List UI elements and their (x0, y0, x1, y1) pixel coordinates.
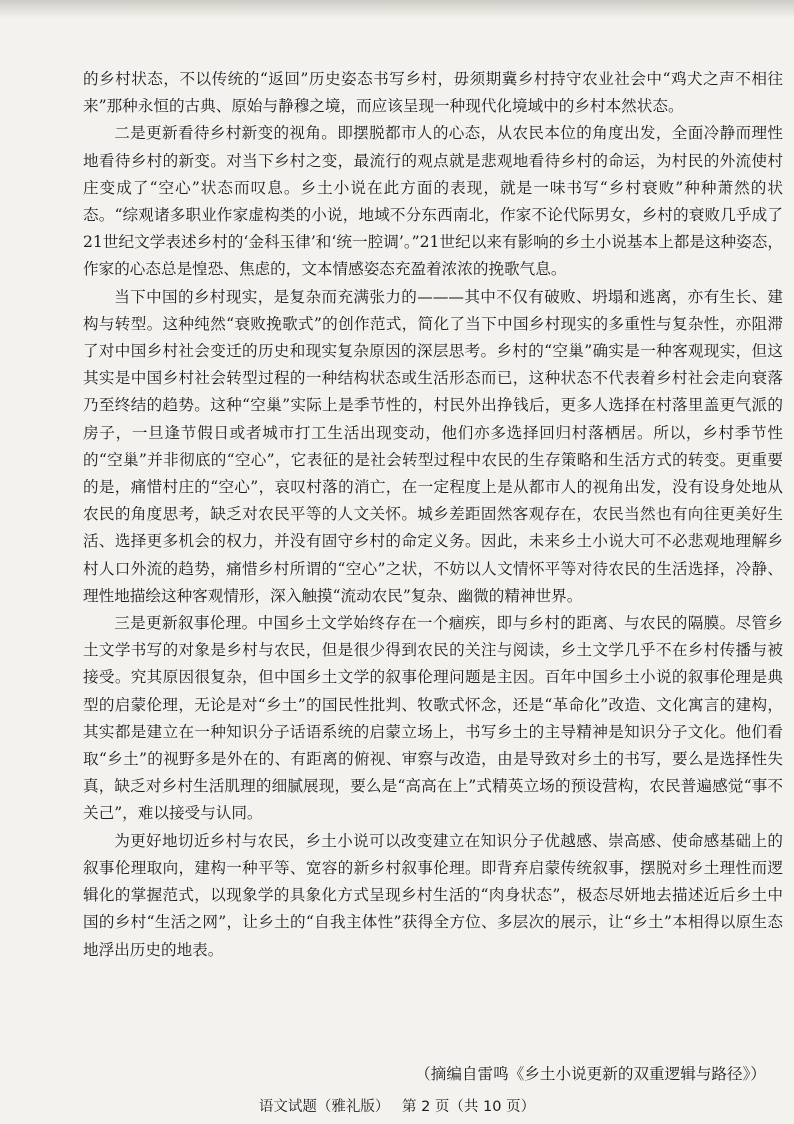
paragraph-rural-reality: 当下中国的乡村现实，是复杂而充满张力的———其中不仅有破败、坍塌和逃离，亦有生长、建构与转型。这种纯然“衰败挽歌式”的创作范式，简化了当下中国乡村现实的多重性与复杂性，亦阻滞了对中国乡村社会变迁的历史和现实复杂原因的深层思考。乡村的“空巢”确实是一种客观现实，但这其实是中国乡村社会转型过程的一种结构状态或生活形态而已，这种状态不代表着乡村社会走向衰落乃至终结的趋势。这种“空巢”实际上是季节性的，村民外出挣钱后，更多人选择在村落里盖更气派的房子，一旦逢节假日或者城市打工生活出现变动，他们亦多选择回归村落栖居。所以，乡村季节性的“空巢”并非彻底的“空心”，它表征的是社会转型过程中农民的生存策略和生活方式的转变。更重要的是，痛惜村庄的“空心”，哀叹村落的消亡，在一定程度上是从都市人的视角出发，没有设身处地从农民的角度思考，缺乏对农民平等的人文关怀。城乡差距固然客观存在，农民当然也有向往更美好生活、选择更多机会的权力，并没有固守乡村的命定义务。因此，未来乡土小说大可不必悲观地理解乡村人口外流的趋势，痛惜乡村所谓的“空心”之状，不妨以人文情怀平等对待农民的生活选择，冷静、理性地描绘这种客观情形，深入触摸“流动农民”复杂、幽微的精神世界。 (83, 287, 783, 605)
footer-subject: 语文试题（雅礼版） (258, 1099, 390, 1115)
page-footer (0, 1097, 794, 1117)
footer-page-number: 第 2 页（共 10 页） (401, 1099, 536, 1115)
scan-top-edge (0, 0, 794, 18)
paragraph-perspective: 二是更新看待乡村新变的视角。即摆脱都市人的心态，从农民本位的角度出发，全面冷静而理性地看待乡村的新变。对当下乡村之变，最流行的观点就是悲观地看待乡村的命运，为村民的外流使村庄变成了“空心”状态而叹息。乡土小说在此方面的表现，就是一味书写“乡村衰败”种种萧然的状态。“综观诸多职业作家虚构类的小说，地域不分东西南北，作家不论代际男女，乡村的衰败几乎成了21世纪文学表述乡村的‘金科玉律’和‘统一腔调’。”21世纪以来有影响的乡土小说基本上都是这种姿态，作家的心态总是惶恐、焦虑的，文本情感姿态充盈着浓浓的挽歌气息。 (83, 124, 783, 279)
paragraph-narrative-ethics: 三是更新叙事伦理。中国乡土文学始终存在一个痼疾，即与乡村的距离、与农民的隔膜。尽管乡土文学书写的对象是乡村与农民，但是很少得到农民的关注与阅读，乡土文学几乎不在乡村传播与被接受。究其原因很复杂，但中国乡土文学的叙事伦理问题是主因。百年中国乡土小说的叙事伦理是典型的启蒙伦理，无论是对“乡土”的国民性批判、牧歌式怀念，还是“革命化”改造、文化寓言的建构，其实都是建立在一种知识分子话语系统的启蒙立场上，书写乡土的主导精神是知识分子文化。他们看取“乡土”的视野多是外在的、有距离的俯视、审察与改造，由是导致对乡土的书写，要么是选择性失真，缺乏对乡村生活肌理的细腻展现，要么是“高高在上”式精英立场的预设营构，农民普遍感觉“事不关己”，难以接受与认同。 (83, 614, 783, 823)
source-citation: （摘编自雷鸣《乡土小说更新的双重逻辑与路径》） (415, 1065, 766, 1083)
paragraph-continued: 的乡村状态，不以传统的“返回”历史姿态书写乡村，毋须期冀乡村持守农业社会中“鸡犬之声不相往来”那种永恒的古典、原始与静穆之境，而应该呈现一种现代化境域中的乡村本然状态。 (83, 70, 783, 116)
article-body (83, 66, 783, 964)
paragraph-conclusion: 为更好地切近乡村与农民，乡土小说可以改变建立在知识分子优越感、崇高感、使命感基础上的叙事伦理取向，建构一种平等、宽容的新乡村叙事伦理。即背弃启蒙传统叙事，摆脱对乡土理性而逻辑化的掌握范式，以现象学的具象化方式呈现乡村生活的“肉身状态”，极态尽妍地去描述近后乡土中国的乡村“生活之网”，让乡土的“自我主体性”获得全方位、多层次的展示，让“乡土”本相得以原生态地浮出历史的地表。 (83, 831, 783, 959)
